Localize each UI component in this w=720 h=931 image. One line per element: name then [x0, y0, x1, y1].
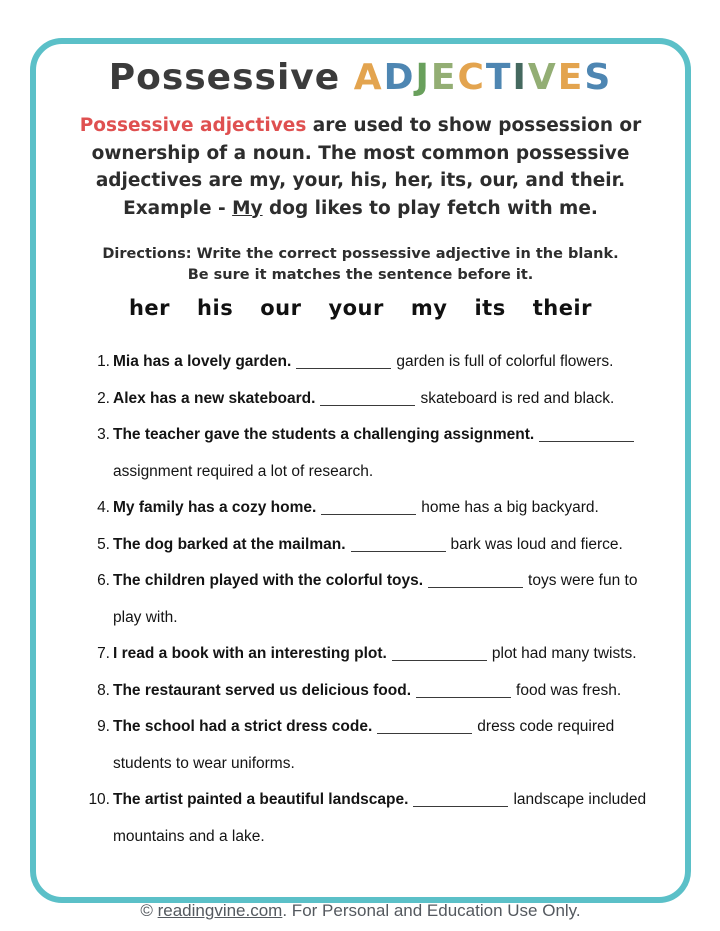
- exercise-completion-text: garden is full of colorful flowers.: [396, 353, 614, 370]
- exercise-prompt-sentence: The artist painted a beautiful landscape.: [113, 791, 409, 808]
- exercise-prompt-sentence: The restaurant served us delicious food.: [113, 681, 412, 699]
- exercise-completion-text: dress code required students to wear uniforms.: [113, 718, 615, 772]
- exercise-item: [84, 344, 669, 381]
- exercise-number: 7.: [97, 645, 110, 662]
- directions-line-1: Directions: Write the correct possessive adjective in the blank.: [102, 246, 619, 262]
- word-bank-item: my: [410, 296, 448, 320]
- exercise-item: [84, 490, 669, 527]
- word-bank: [36, 296, 685, 320]
- title-accent: [354, 57, 613, 98]
- exercise-prompt-sentence: The teacher gave the students a challenging assignment.: [113, 426, 535, 443]
- exercise-prompt-sentence: My family has a cozy home.: [113, 499, 317, 516]
- word-bank-item: their: [532, 296, 592, 320]
- footer-copyright: ©: [140, 901, 158, 920]
- exercise-item: [84, 381, 669, 418]
- word-bank-item: its: [474, 296, 506, 320]
- title-accent-letter: C: [457, 57, 486, 98]
- exercise-completion-text: landscape included mountains and a lake.: [113, 791, 647, 845]
- exercise-number: 4.: [97, 499, 110, 516]
- answer-blank: [539, 430, 634, 442]
- exercise-item: [84, 636, 669, 673]
- word-bank-item: your: [328, 296, 384, 320]
- title-accent-letter: E: [557, 57, 585, 98]
- title-accent-letter: S: [584, 57, 613, 98]
- directions: [36, 244, 685, 286]
- intro-paragraph: [56, 112, 666, 222]
- exercise-number: 1.: [97, 353, 110, 370]
- intro-text-middle: are used to show possession or ownership of a noun. The most common possessive adjectives are my, your, his, her, its, our, and their. Example -: [91, 115, 642, 219]
- exercise-prompt-sentence: Mia has a lovely garden.: [113, 353, 292, 370]
- exercise-number: 8.: [97, 681, 110, 699]
- exercise-completion-text: skateboard is red and black.: [420, 389, 615, 407]
- exercise-item: [84, 527, 669, 564]
- exercise-number: 9.: [97, 718, 110, 735]
- exercise-prompt-sentence: Alex has a new skateboard.: [113, 389, 316, 407]
- exercise-number: 5.: [97, 535, 110, 553]
- answer-blank: [392, 649, 487, 661]
- word-bank-item: his: [197, 296, 234, 320]
- exercise-number: 3.: [97, 426, 110, 443]
- exercise-completion-text: bark was loud and fierce.: [450, 535, 623, 553]
- intro-highlight: Possessive adjectives: [79, 115, 307, 136]
- title-accent-letter: V: [527, 57, 558, 98]
- title-accent-letter: T: [485, 57, 513, 98]
- exercise-number: 6.: [97, 572, 110, 589]
- exercise-completion-text: food was fresh.: [516, 681, 622, 699]
- title-main: Possessive: [108, 57, 341, 98]
- exercise-item: [84, 563, 669, 636]
- word-bank-item: our: [260, 296, 302, 320]
- exercise-item: [84, 673, 669, 710]
- exercise-prompt-sentence: The dog barked at the mailman.: [113, 535, 346, 553]
- answer-blank: [413, 795, 508, 807]
- exercise-completion-text: plot had many twists.: [491, 645, 637, 662]
- answer-blank: [296, 357, 391, 369]
- worksheet-content: [36, 44, 685, 921]
- exercise-prompt-sentence: The school had a strict dress code.: [113, 718, 373, 735]
- exercise-item: [84, 709, 669, 782]
- exercise-number: 2.: [97, 389, 110, 407]
- answer-blank: [320, 394, 415, 406]
- word-bank-item: her: [128, 296, 171, 320]
- footer-text: . For Personal and Education Use Only.: [282, 901, 581, 920]
- intro-example-word: My: [232, 197, 263, 219]
- exercise-number: 10.: [88, 791, 110, 808]
- title-accent-letter: D: [383, 57, 416, 98]
- worksheet-border-frame: [30, 38, 691, 920]
- answer-blank: [351, 540, 446, 552]
- answer-blank: [377, 722, 472, 734]
- exercise-completion-text: toys were fun to play with.: [113, 572, 638, 626]
- title-accent-letter: I: [512, 57, 528, 98]
- page-title: [36, 54, 685, 102]
- directions-line-2: Be sure it matches the sentence before it.: [187, 267, 534, 283]
- title-accent-letter: J: [415, 57, 431, 98]
- answer-blank: [321, 503, 416, 515]
- exercise-completion-text: home has a big backyard.: [421, 499, 599, 516]
- footer: [36, 901, 685, 921]
- footer-link[interactable]: readingvine.com: [157, 901, 283, 920]
- title-accent-letter: E: [430, 57, 458, 98]
- intro-text-end: dog likes to play fetch with me.: [262, 197, 598, 219]
- exercise-list: [84, 344, 669, 855]
- exercise-item: [84, 417, 669, 490]
- exercise-prompt-sentence: I read a book with an interesting plot.: [113, 645, 387, 662]
- answer-blank: [428, 576, 523, 588]
- exercise-prompt-sentence: The children played with the colorful toys.: [113, 572, 424, 589]
- answer-blank: [416, 686, 511, 698]
- title-accent-letter: A: [353, 57, 384, 98]
- exercise-item: [84, 782, 669, 855]
- exercise-completion-text: assignment required a lot of research.: [113, 462, 374, 480]
